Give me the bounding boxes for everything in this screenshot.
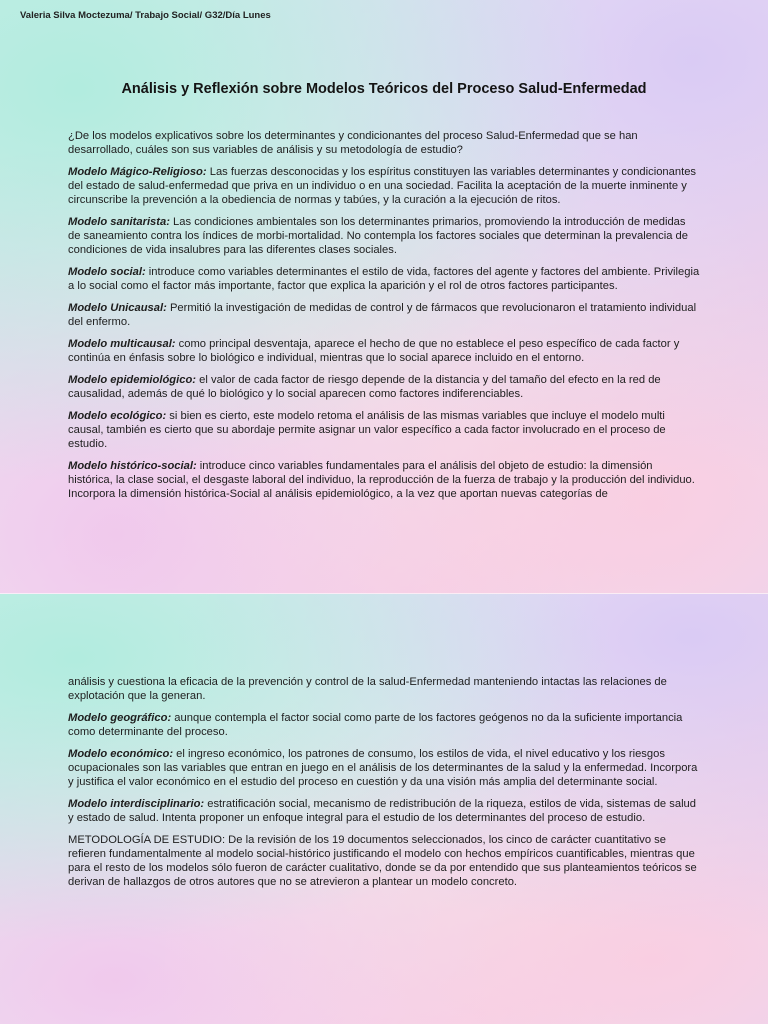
model-paragraph <box>68 712 700 740</box>
document-title: Análisis y Reflexión sobre Modelos Teóricos del Proceso Salud-Enfermedad <box>121 81 647 97</box>
model-paragraph <box>68 266 700 294</box>
models-list-page-2 <box>68 712 700 826</box>
intro-question: ¿De los modelos explicativos sobre los determinantes y condicionantes del proceso Salud-Enfermedad que se han desarrollado, cuáles son sus variables de análisis y su metodología de estudio? <box>68 130 638 156</box>
methodology-paragraph: METODOLOGÍA DE ESTUDIO: De la revisión de los 19 documentos seleccionados, los cinco de carácter cuantitativo se refieren fundamentalmente al modelo social-histórico justificando el modelo con hechos empíricos cuantificables, mientras que para el resto de los modelos sólo fueron de carácter cualitativo, donde se da por entendido que sus planteamientos teóricos se derivan de hallazgos de otros autores que no se atrevieron a plantear un modelo concreto. <box>68 833 697 888</box>
model-paragraph <box>68 166 700 208</box>
models-list-page-1 <box>68 166 700 501</box>
model-description: el ingreso económico, los patrones de consumo, los estilos de vida, el nivel educativo y los riesgos ocupacionales son las variables que entran en juego en el análisis de los determinantes de la salud y la enfermedad. Incorpora y justifica el valor económico en el estudio del proceso en cuestión y da una visión más amplia del determinante social. <box>68 748 698 788</box>
model-paragraph <box>68 374 700 402</box>
continuation-paragraph: análisis y cuestiona la eficacia de la prevención y control de la salud-Enfermedad manteniendo intactas las relaciones de explotación que la generan. <box>68 676 667 702</box>
model-description: estratificación social, mecanismo de redistribución de la riqueza, estilos de vida, sistemas de salud y estado de salud. Intenta proponer un enfoque integral para el estudio de los determinantes del proceso de estudio. <box>68 797 696 824</box>
model-description: Permitió la investigación de medidas de control y de fármacos que revolucionaron el tratamiento individual del enfermo. <box>68 301 697 328</box>
model-description: introduce cinco variables fundamentales para el análisis del objeto de estudio: la dimensión histórica, la clase social, el desgaste laboral del individuo, la reproducción de la fuerza de trabajo y la producción del individuo. Incorpora la dimensión histórica-Social al análisis epidemiológico, a la vez que aportan nuevas categorías de <box>68 459 695 500</box>
model-description: aunque contempla el factor social como parte de los factores geógenos no da la suficiente importancia como determinante del proceso. <box>68 712 683 738</box>
model-paragraph <box>68 338 700 366</box>
page-2-body <box>68 676 700 898</box>
model-paragraph <box>68 460 700 502</box>
model-term: Modelo interdisciplinario: <box>68 797 205 810</box>
model-term: Modelo geográfico: <box>68 712 172 724</box>
document-page-2 <box>0 594 768 1024</box>
model-description: introduce como variables determinantes el estilo de vida, factores del agente y factores del ambiente. Privilegia a lo social como el factor más importante, factor que explica la aparición y el rol de otros factores participantes. <box>68 265 700 292</box>
model-term: Modelo social: <box>68 265 146 278</box>
model-description: el valor de cada factor de riesgo depende de la distancia y del tamaño del efecto en la red de causalidad, además de qué lo biológico y lo social aparecen como factores indiferenciables. <box>68 373 661 400</box>
model-term: Modelo sanitarista: <box>68 215 170 228</box>
model-term: Modelo epidemiológico: <box>68 373 197 386</box>
model-paragraph <box>68 302 700 330</box>
model-paragraph <box>68 410 700 452</box>
model-description: como principal desventaja, aparece el hecho de que no establece el peso específico de cada factor y continúa en énfasis sobre lo biológico e individual, mientras que lo social aparece incluido en el entorno. <box>68 337 680 364</box>
model-description: si bien es cierto, este modelo retoma el análisis de las mismas variables que incluye el modelo multi causal, también es cierto que su abordaje permite asignar un valor específico a cada factor involucrado en el proceso de estudio. <box>68 409 666 450</box>
model-term: Modelo Unicausal: <box>68 301 167 314</box>
model-term: Modelo histórico-social: <box>68 459 197 472</box>
author-header: Valeria Silva Moctezuma/ Trabajo Social/ G32/Día Lunes <box>20 10 271 21</box>
model-term: Modelo económico: <box>68 748 174 760</box>
model-paragraph <box>68 798 700 826</box>
model-term: Modelo multicausal: <box>68 337 176 350</box>
model-paragraph <box>68 216 700 258</box>
model-term: Modelo Mágico-Religioso: <box>68 166 207 178</box>
model-description: Las condiciones ambientales son los determinantes primarios, promoviendo la introducción de medidas de saneamiento contra los índices de morbi-mortalidad. No contempla los factores sociales que determinan la prevalencia de condiciones de vida insalubres para las diferentes clases sociales. <box>68 215 688 256</box>
model-term: Modelo ecológico: <box>68 409 167 422</box>
model-description: Las fuerzas desconocidas y los espíritus constituyen las variables determinantes y condicionantes del estado de salud-enfermedad que priva en un individuo o en una sociedad. Facilita la aceptación de la muerte inminente y circunscribe la prevención a la obediencia de normas y tabúes, y la curación a la ejecución de ritos. <box>68 166 697 206</box>
page-1-body <box>68 130 700 510</box>
model-paragraph <box>68 748 700 790</box>
